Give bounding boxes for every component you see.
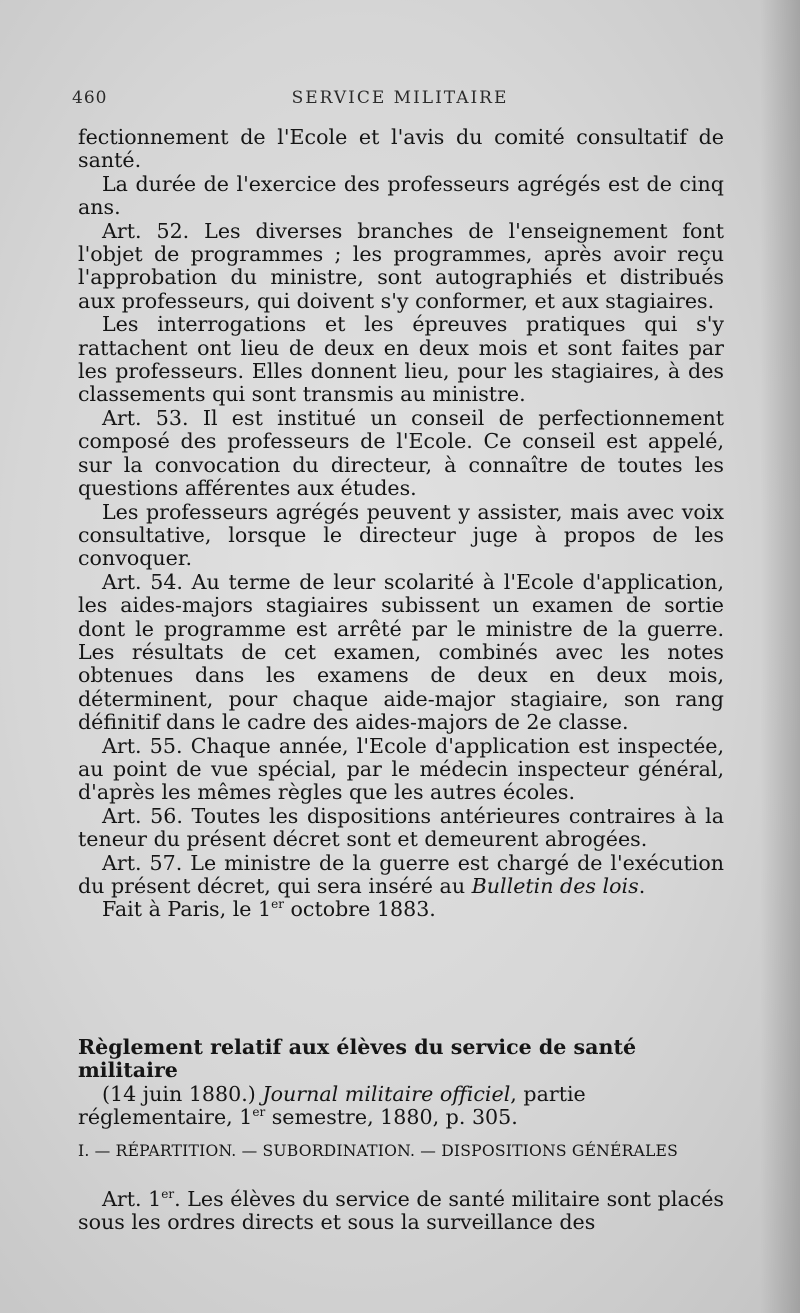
article-52: Art. 52. Les diverses branches de l'enseignement font l'objet de programmes ; les programmes, après avoir reçu l'approbation du ministre, sont autographiés et distribués aux professeurs, qui doivent s'y conformer, et aux stagiaires. — [78, 218, 724, 313]
page-number: 460 — [72, 88, 108, 108]
section-heading: I. — RÉPARTITION. — SUBORDINATION. — DISPOSITIONS GÉNÉRALES — [78, 1142, 679, 1160]
article-57 — [78, 852, 724, 899]
signature-sup: er — [271, 897, 284, 912]
paragraph-continuation: fectionnement de l'Ecole et l'avis du comité consultatif de santé. — [78, 125, 724, 173]
article-57-end: . — [638, 874, 646, 898]
article-53: Art. 53. Il est institué un conseil de perfectionnement composé des professeurs de l'Ecole. Ce conseil est appelé, sur la convocation du directeur, à connaître de toutes les questions afférentes aux études. — [78, 405, 724, 501]
paragraph-interrogations: Les interrogations et les épreuves pratiques qui s'y rattachent ont lieu de deux en deux mois et sont faites par les professeurs. Elles donnent lieu, pour les stagiaires, à des classements qui sont transmis au ministre. — [78, 312, 724, 407]
signature-suffix: octobre 1883. — [283, 897, 436, 922]
article-54: Art. 54. Au terme de leur scolarité à l'Ecole d'application, les aides-majors stagiaires subissent un examen de sortie dont le programme est arrêté par le ministre de la guerre. Les résultats de cet examen, combinés avec les notes obtenues dans les examens de deux en deux mois, déterminent, pour chaque aide-major stagiaire, son rang définitif dans le cadre des aides-majors de 2e classe. — [78, 569, 724, 735]
regulation-block — [78, 1036, 724, 1130]
article-57-text: Art. 57. Le ministre de la guerre est chargé de l'exécution du présent décret, qui sera inséré au — [78, 850, 724, 898]
article-1-prefix: Art. 1 — [102, 1187, 162, 1211]
regulation-source — [78, 1083, 724, 1130]
signature-line — [78, 898, 724, 921]
regulation-journal: Journal militaire officiel — [262, 1081, 511, 1106]
article-1-sup: er — [161, 1187, 175, 1202]
regulation-date: (14 juin 1880.) — [102, 1081, 256, 1106]
signature-prefix: Fait à Paris, le 1 — [102, 897, 272, 922]
page-edge-shadow — [760, 0, 800, 1313]
article-55: Art. 55. Chaque année, l'Ecole d'application est inspectée, au point de vue spécial, par le médecin inspecteur général, d'après les mêmes règles que les autres écoles. — [78, 733, 724, 805]
regulation-semester: semestre, 1880, p. 305. — [265, 1105, 518, 1130]
paragraph-agreges-assist: Les professeurs agrégés peuvent y assister, mais avec voix consultative, lorsque le directeur juge à propos de les convoquer. — [78, 499, 724, 571]
regulation-title: Règlement relatif aux élèves du service de santé militaire — [78, 1035, 637, 1083]
bulletin-des-lois: Bulletin des lois — [471, 874, 639, 898]
paragraph-agreges-duration: La durée de l'exercice des professeurs agrégés est de cinq ans. — [78, 171, 724, 220]
regulation-part: , partie réglementaire, 1 — [78, 1081, 586, 1130]
running-title: SERVICE MILITAIRE — [291, 88, 509, 108]
regulation-sup: er — [252, 1105, 266, 1120]
article-1-block — [78, 1188, 724, 1235]
page-header — [72, 88, 728, 118]
article-1 — [78, 1188, 724, 1235]
article-1-text: . Les élèves du service de santé militaire sont placés sous les ordres directs et sous la surveillance des — [78, 1187, 725, 1235]
article-56: Art. 56. Toutes les dispositions antérieures contraires à la teneur du présent décret sont et demeurent abrogées. — [78, 803, 724, 852]
main-text — [78, 126, 724, 922]
